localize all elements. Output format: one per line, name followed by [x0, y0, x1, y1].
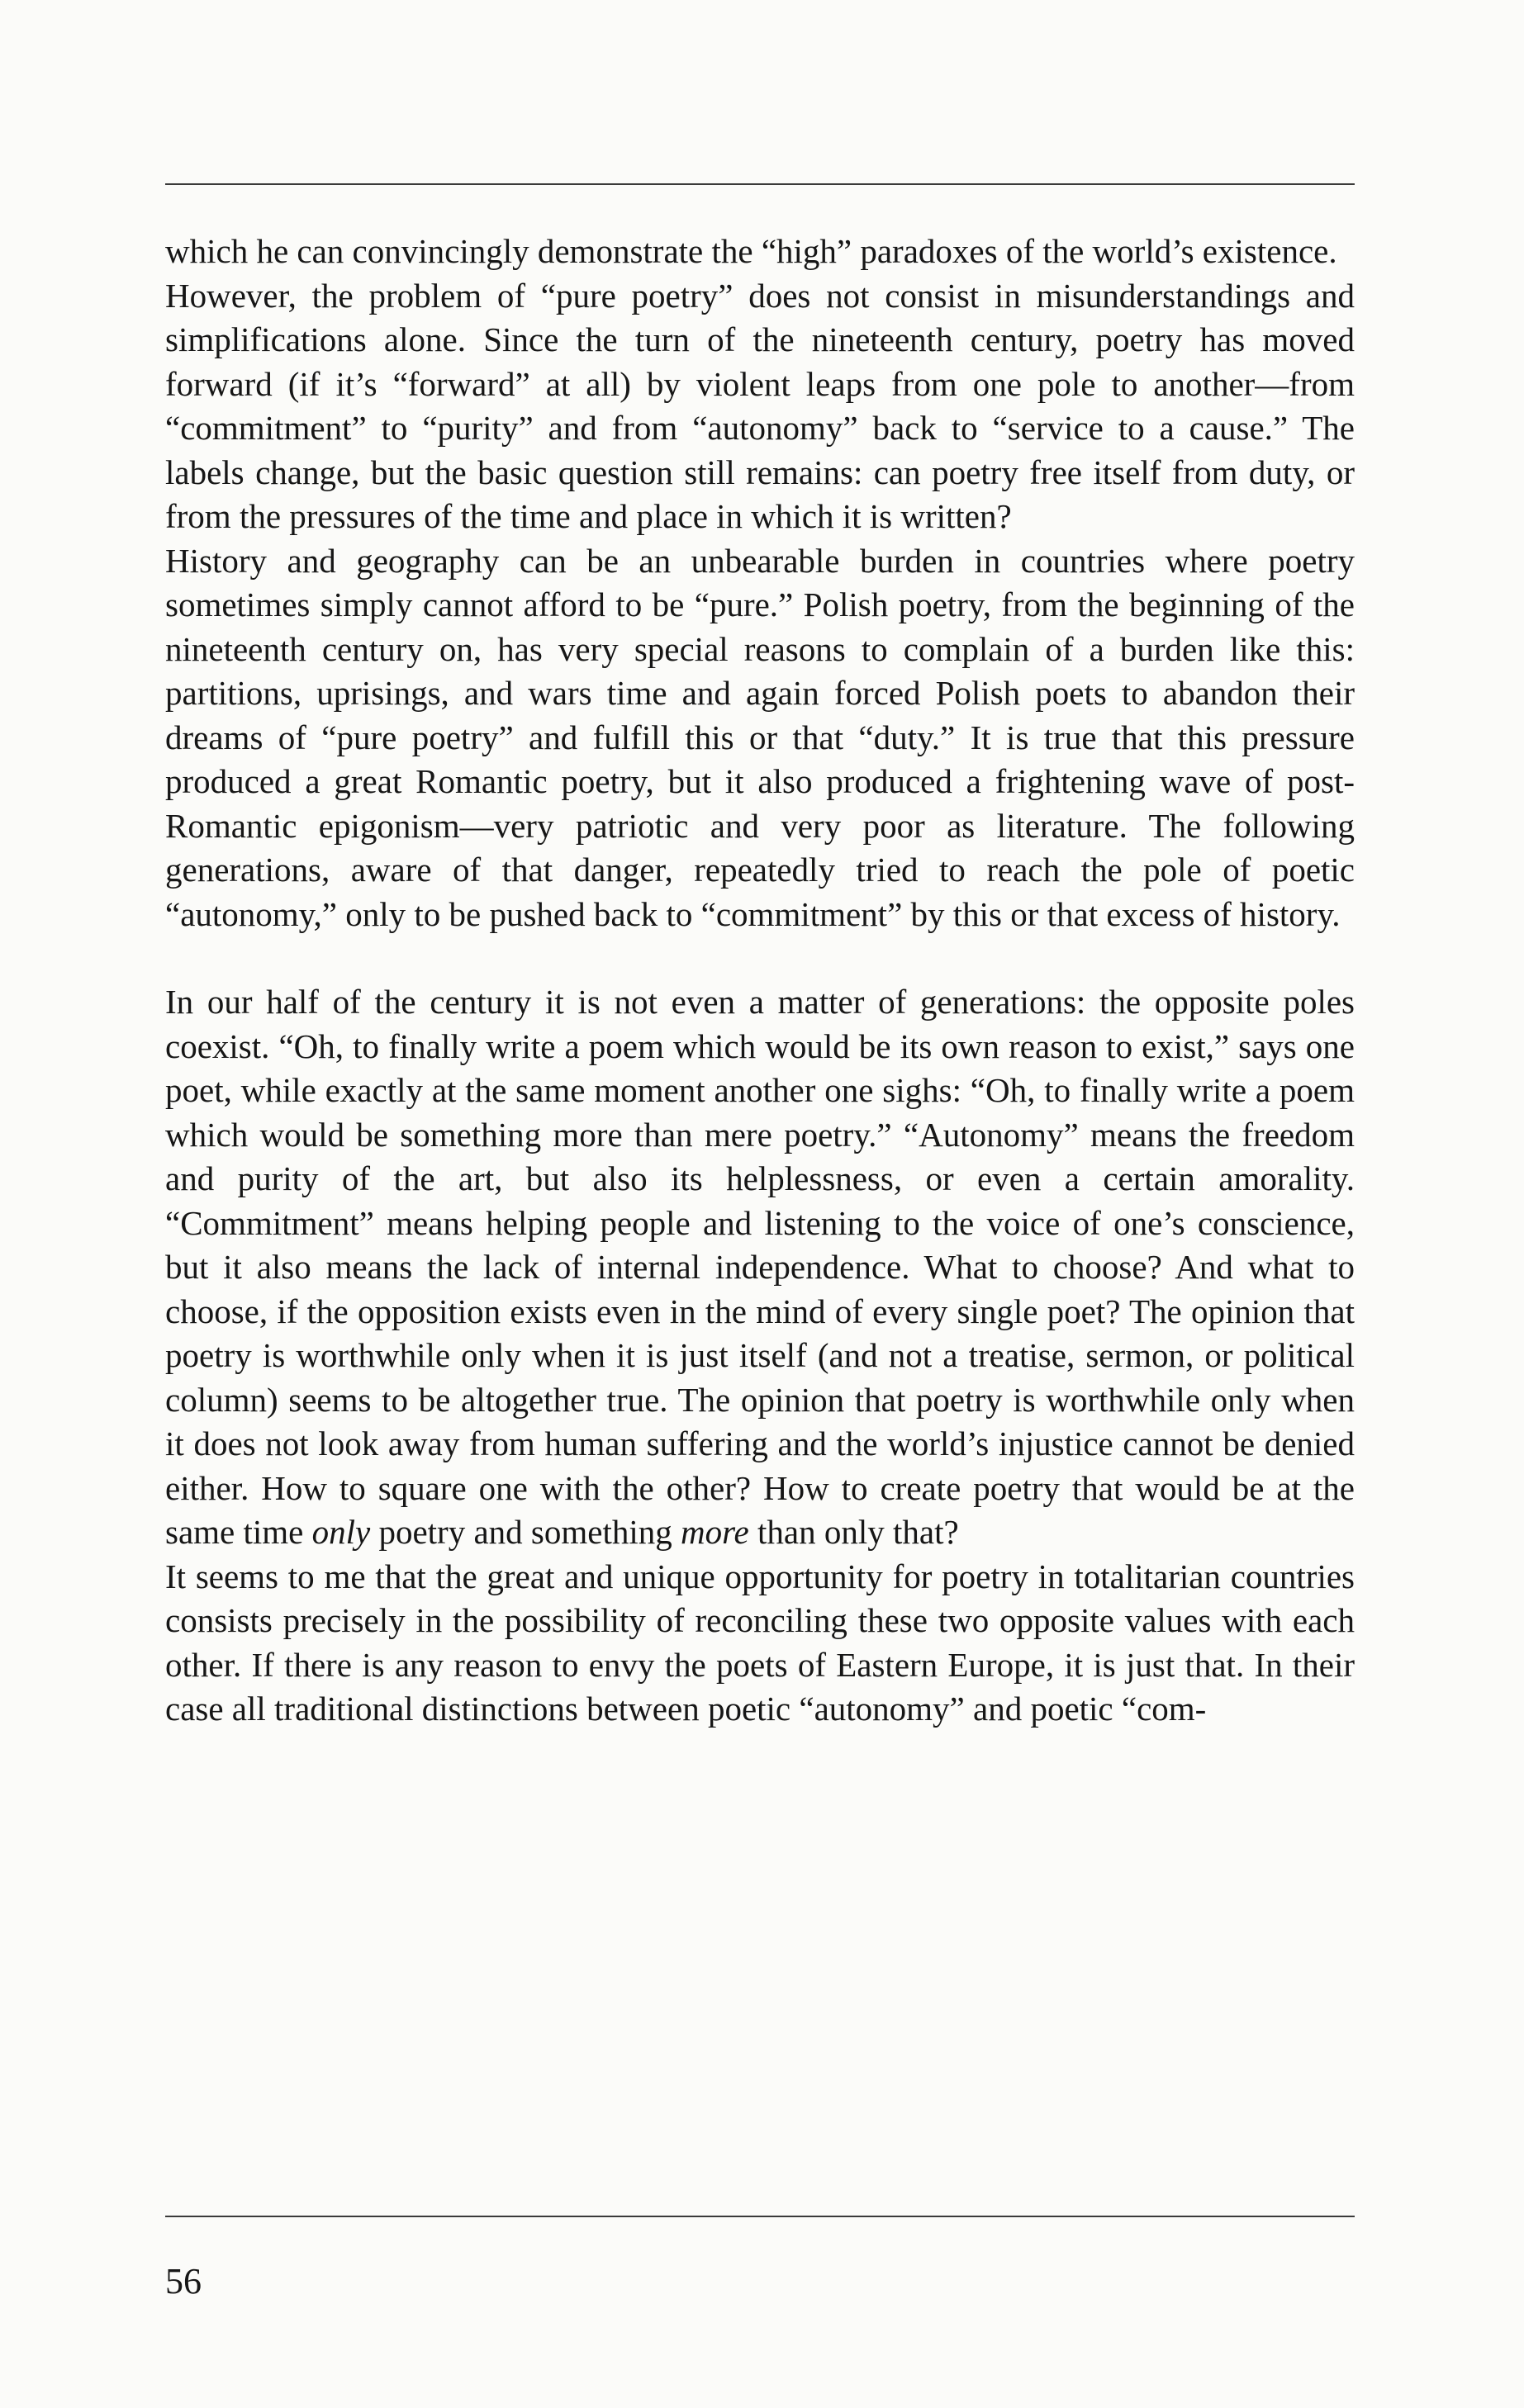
paragraph-4-mid: poetry and something	[370, 1513, 681, 1551]
paragraph-2: However, the problem of “pure poetry” does not consist in misunderstandings and simplifications alone. Since the turn of the nineteenth century, poetry has moved forward (if it’s “forward” at all) by violent leaps from one pole to another—from “commitment” to “purity” and from “autonomy” back to “service to a cause.” The labels change, but the basic question still remains: can poetry free itself from duty, or from the pressures of the time and place in which it is written?	[165, 276, 1355, 535]
paragraph-3: History and geography can be an unbearable burden in countries where poetry sometimes simply cannot afford to be “pure.” Polish poetry, from the beginning of the nineteenth century on, has very special reasons to complain of a burden like this: partitions, uprisings, and wars time and again forced Polish poets to abandon their dreams of “pure poetry” and fulfill this or that “duty.” It is true that this pressure produced a great Romantic poetry, but it also produced a frightening wave of post-Romantic epigonism—very patriotic and very poor as literature. The following generations, aware of that danger, repeatedly tried to reach the pole of poetic “autonomy,” only to be pushed back to “commitment” by this or that excess of history.	[165, 541, 1355, 933]
bottom-rule	[165, 2216, 1355, 2217]
paragraph-5: It seems to me that the great and unique opportunity for poetry in totalitarian countries consists precisely in the possibility of reconciling these two opposite values with each other. If there is any reason to envy the poets of Eastern Europe, it is just that. In their case all traditional distinctions between poetic “autonomy” and poetic “com-	[165, 1557, 1355, 1728]
page-number: 56	[165, 2261, 202, 2301]
paragraph-4-end: than only that?	[748, 1513, 959, 1551]
paragraph-1: which he can convincingly demonstrate the “high” paradoxes of the world’s existence.	[165, 232, 1337, 270]
top-rule	[165, 183, 1355, 185]
paragraph-4-text: In our half of the century it is not even a matter of generations: the opposite poles coexist. “Oh, to finally write a poem which would be its own reason to exist,” says one poet, while exactly at the same moment another one sighs: “Oh, to finally write a poem which would be something more than mere poetry.” “Autonomy” means the freedom and purity of the art, but also its helplessness, or even a certain amorality. “Commitment” means helping people and listening to the voice of one’s conscience, but it also means the lack of internal independence. What to choose? And what to choose, if the opposition exists even in the mind of every single poet? The opinion that poetry is worthwhile only when it is just itself (and not a treatise, sermon, or political column) seems to be altogether true. The opinion that poetry is worthwhile only when it does not look away from human suffering and the world’s injustice cannot be denied either. How to square one with the other? How to create poetry that would be at the same time	[165, 983, 1355, 1551]
paragraph-4	[165, 980, 1355, 1555]
text-column	[165, 230, 1355, 1732]
emphasis-more: more	[681, 1513, 749, 1551]
emphasis-only: only	[311, 1513, 371, 1551]
